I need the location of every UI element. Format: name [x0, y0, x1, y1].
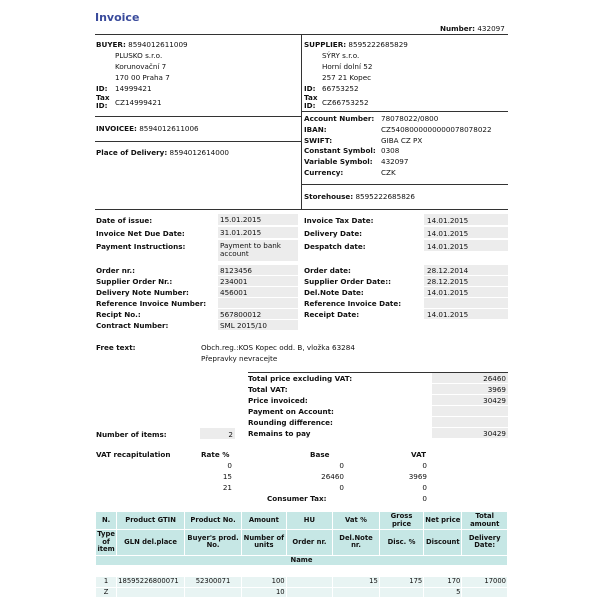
- vat-vat-header: VAT: [411, 450, 426, 459]
- invoice-number-value: 432097: [477, 24, 505, 33]
- divider: [301, 34, 302, 209]
- buyer-heading: [96, 40, 188, 49]
- date-label: Payment Instructions:: [96, 242, 186, 251]
- table-cell: 18595226800071: [117, 577, 185, 588]
- spacer-row: [96, 566, 508, 577]
- buyer-id-label: ID:: [96, 84, 108, 93]
- vat-rate: 0: [227, 461, 232, 470]
- date-value: 31.01.2015: [220, 228, 262, 237]
- table-row: [96, 555, 508, 566]
- bank-label: Variable Symbol:: [304, 157, 373, 167]
- table-cell: Del.Note nr.: [333, 530, 380, 556]
- storehouse: [304, 192, 415, 201]
- order-value: 8123456: [220, 266, 253, 275]
- buyer-city: 170 00 Praha 7: [115, 73, 170, 82]
- bank-value: 78078022/0800: [381, 114, 439, 123]
- order-value: 28.12.2014: [427, 266, 469, 275]
- delivery-place: [96, 148, 229, 157]
- delivery-place-value: 8594012614000: [169, 148, 229, 157]
- table-cell: [286, 587, 333, 598]
- divider: [95, 141, 301, 142]
- free-text-label: Free text:: [96, 343, 136, 352]
- table-cell: Order nr.: [286, 530, 333, 556]
- total-value: 30429: [483, 396, 506, 405]
- table-cell: Discount: [424, 530, 462, 556]
- date-value: Payment to bank account: [220, 241, 281, 258]
- buyer-street: Korunovační 7: [115, 62, 167, 71]
- supplier-id-value: 66753252: [322, 84, 359, 93]
- vat-rate: 15: [222, 472, 232, 481]
- table-cell: HU: [286, 512, 333, 530]
- buyer-code: 8594012611009: [128, 40, 188, 49]
- table-cell: 52300071: [184, 577, 241, 588]
- table-cell: Type of item: [97, 530, 115, 553]
- date-label: Delivery Date:: [304, 229, 363, 238]
- table-cell: Amount: [242, 512, 286, 530]
- items-count-label: Number of items:: [96, 430, 167, 439]
- divider: [301, 184, 508, 185]
- invoice-number-label: Number:: [440, 24, 476, 33]
- order-value: 456001: [220, 288, 248, 297]
- order-label: Reference Invoice Date:: [304, 299, 402, 308]
- order-value: 28.12.2015: [427, 277, 469, 286]
- bank-value: CZ5408000000000078078022: [381, 124, 492, 134]
- delivery-place-label: Place of Delivery:: [96, 148, 168, 157]
- order-value: 14.01.2015: [427, 288, 469, 297]
- vat-amount: 3969: [408, 472, 427, 481]
- vat-rate: 21: [222, 483, 232, 492]
- page-title: Invoice: [95, 11, 140, 24]
- table-cell: [379, 587, 423, 598]
- table-cell: 170: [424, 577, 462, 588]
- total-label: Rounding difference:: [248, 418, 333, 427]
- order-box: [218, 298, 298, 308]
- vat-base: 26460: [321, 472, 344, 481]
- table-cell: [286, 577, 333, 588]
- vat-base-header: Base: [310, 450, 330, 459]
- supplier-code: 8595222685829: [348, 40, 408, 49]
- invoicee-label: INVOICEE:: [96, 124, 137, 133]
- vat-rate-header: Rate %: [201, 450, 230, 459]
- total-value: 3969: [487, 385, 506, 394]
- order-label: Order date:: [304, 266, 351, 275]
- free-text-line2: Přepravky nevracejte: [201, 354, 278, 363]
- total-label: Total price excluding VAT:: [248, 374, 353, 383]
- supplier-id-label: ID:: [304, 84, 316, 93]
- date-value: 14.01.2015: [427, 216, 469, 225]
- storehouse-label: Storehouse:: [304, 192, 354, 201]
- order-label: Order nr.:: [96, 266, 135, 275]
- date-label: Despatch date:: [304, 242, 366, 251]
- date-value: 14.01.2015: [427, 242, 469, 251]
- consumer-tax-label: Consumer Tax:: [267, 494, 327, 503]
- bank-label: Account Number:: [304, 114, 375, 123]
- supplier-tax-value: CZ66753252: [322, 98, 369, 107]
- table-row: [96, 530, 508, 556]
- table-row: [96, 587, 508, 598]
- buyer-id-value: 14999421: [115, 84, 152, 93]
- table-cell: 10: [242, 587, 286, 598]
- order-value: 567800012: [220, 310, 262, 319]
- table-cell: 17000: [462, 577, 508, 588]
- table-cell: Delivery Date:: [462, 530, 508, 556]
- storehouse-value: 8595222685826: [355, 192, 415, 201]
- spacer-cell: [96, 566, 508, 577]
- consumer-tax-value: 0: [422, 494, 427, 503]
- items-table: [95, 511, 508, 598]
- table-cell: 15: [333, 577, 380, 588]
- supplier-tax-label: Tax ID:: [304, 93, 318, 110]
- bank-label: SWIFT:: [304, 135, 333, 145]
- table-cell: Product No.: [184, 512, 241, 530]
- table-cell: [462, 587, 508, 598]
- free-text-line1: Obch.reg.:KOS Kopec odd. B, vložka 63284: [201, 343, 355, 352]
- buyer-tax-value: CZ14999421: [115, 98, 162, 107]
- buyer-tax-label: Tax ID:: [96, 93, 110, 110]
- table-cell: 175: [379, 577, 423, 588]
- table-cell: Gross price: [379, 512, 423, 530]
- supplier-name: SÝRY s.r.o.: [322, 51, 360, 60]
- divider: [301, 111, 508, 112]
- total-box: [432, 417, 508, 427]
- invoicee: [96, 124, 199, 133]
- order-value: SML 2015/10: [220, 321, 267, 330]
- table-cell: N.: [96, 512, 117, 530]
- table-row: [96, 512, 508, 530]
- order-label: Reference Invoice Number:: [96, 299, 207, 308]
- table-cell: Net price: [424, 512, 462, 530]
- supplier-street: Horní dolní 52: [322, 62, 373, 71]
- buyer-label: BUYER:: [96, 40, 126, 49]
- bank-value: 432097: [381, 157, 409, 167]
- vat-title: VAT recapitulation: [96, 450, 171, 459]
- total-box: [432, 406, 508, 416]
- buyer-name: PLUSKO s.r.o.: [115, 51, 163, 60]
- invoicee-value: 8594012611006: [139, 124, 199, 133]
- divider: [95, 209, 508, 210]
- total-label: Payment on Account:: [248, 407, 334, 416]
- bank-label: Constant Symbol:: [304, 146, 376, 156]
- total-label: Price invoiced:: [248, 396, 308, 405]
- table-cell: Buyer's prod. No.: [184, 530, 241, 556]
- total-label: Remains to pay: [248, 429, 311, 438]
- table-cell: GLN del.place: [117, 530, 185, 556]
- order-label: Receipt Date:: [304, 310, 360, 319]
- vat-base: 0: [339, 483, 344, 492]
- table-cell: Disc. %: [379, 530, 423, 556]
- order-label: Contract Number:: [96, 321, 169, 330]
- divider: [95, 116, 301, 117]
- bank-value: GIBA CZ PX: [381, 135, 423, 145]
- order-box: [424, 298, 508, 308]
- table-cell: [117, 587, 185, 598]
- supplier-label: SUPPLIER:: [304, 40, 347, 49]
- order-label: Supplier Order Nr.:: [96, 277, 173, 286]
- table-cell: [184, 587, 241, 598]
- total-value: 30429: [483, 429, 506, 438]
- bank-value: CZK: [381, 168, 396, 177]
- date-label: Date of issue:: [96, 216, 153, 225]
- total-label: Total VAT:: [248, 385, 288, 394]
- bank-label: Currency:: [304, 168, 344, 177]
- bank-label: IBAN:: [304, 124, 327, 134]
- total-value: 26460: [483, 374, 506, 383]
- table-cell: 1: [96, 577, 117, 588]
- table-cell: Product GTIN: [117, 512, 185, 530]
- table-cell: Z: [96, 587, 117, 598]
- order-value: 234001: [220, 277, 248, 286]
- supplier-city: 257 21 Kopec: [322, 73, 372, 82]
- date-label: Invoice Net Due Date:: [96, 229, 185, 238]
- items-count-value: 2: [228, 430, 233, 439]
- table-cell: Vat %: [333, 512, 380, 530]
- table-cell: 5: [424, 587, 462, 598]
- date-value: 15.01.2015: [220, 215, 262, 224]
- table-cell: Number of units: [242, 530, 286, 556]
- vat-amount: 0: [422, 483, 427, 492]
- table-row: [96, 577, 508, 588]
- table-cell: 100: [242, 577, 286, 588]
- order-label: Recipt No.:: [96, 310, 141, 319]
- table-cell: Total amount: [462, 512, 508, 530]
- order-value: 14.01.2015: [427, 310, 469, 319]
- supplier-heading: [304, 40, 408, 49]
- vat-base: 0: [339, 461, 344, 470]
- date-value: 14.01.2015: [427, 229, 469, 238]
- name-header: Name: [96, 555, 508, 566]
- order-label: Delivery Note Number:: [96, 288, 189, 297]
- vat-amount: 0: [422, 461, 427, 470]
- bank-value: 0308: [381, 146, 400, 156]
- order-label: Del.Note Date:: [304, 288, 364, 297]
- date-label: Invoice Tax Date:: [304, 216, 374, 225]
- table-cell: [333, 587, 380, 598]
- divider: [248, 372, 508, 373]
- invoice-number: [440, 24, 505, 33]
- order-label: Supplier Order Date::: [304, 277, 392, 286]
